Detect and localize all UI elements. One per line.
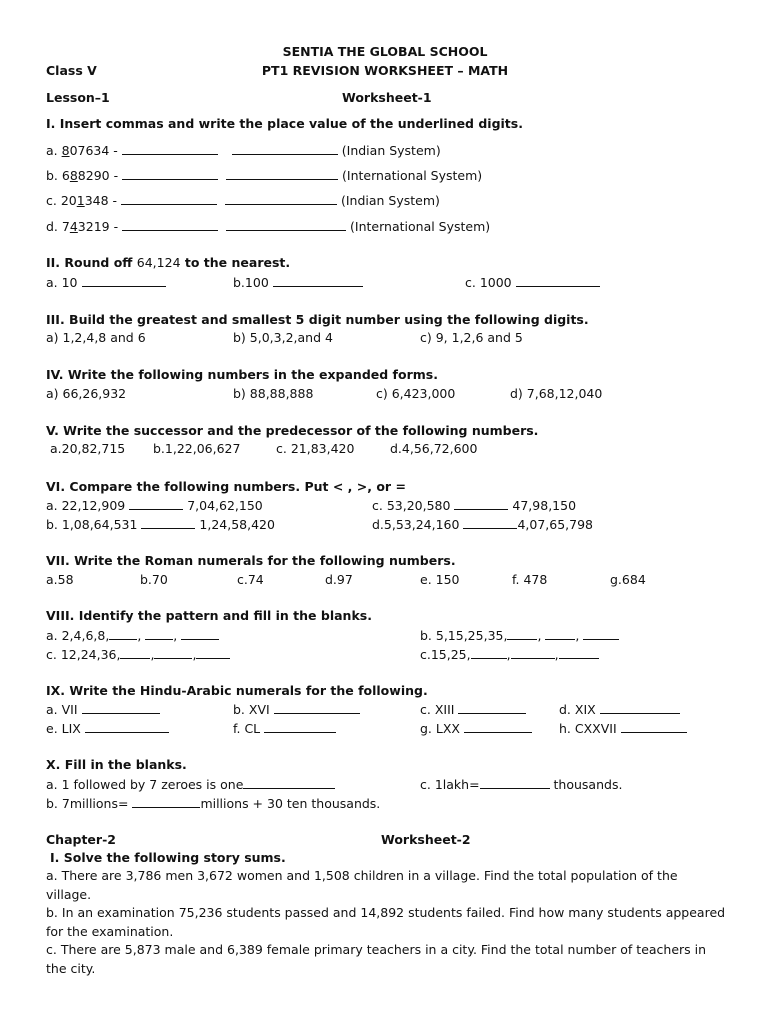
- story-sums-heading: I. Solve the following story sums.: [50, 850, 286, 865]
- q9-item-e: e. LIX: [46, 720, 169, 737]
- q8-item-c: c. 12,24,36, , ,: [46, 646, 230, 663]
- answer-blank[interactable]: [129, 497, 183, 510]
- q5-heading: V. Write the successor and the predecessor of the following numbers.: [46, 423, 539, 438]
- q4-item-c: c) 6,423,000: [376, 386, 456, 401]
- q8-heading: VIII. Identify the pattern and fill in the blanks.: [46, 608, 372, 623]
- q3-heading: III. Build the greatest and smallest 5 digit number using the following digits.: [46, 312, 589, 327]
- q2-heading: II. Round off 64,124 to the nearest.: [46, 255, 291, 270]
- answer-blank[interactable]: [273, 274, 363, 287]
- answer-blank[interactable]: [122, 218, 218, 231]
- q5-item-d: d.4,56,72,600: [390, 441, 478, 456]
- q1-item-a: a. 807634 - (Indian System): [46, 143, 441, 158]
- q4-item-b: b) 88,88,888: [233, 386, 314, 401]
- school-name: SENTIA THE GLOBAL SCHOOL: [282, 44, 488, 59]
- worksheet-number: Worksheet-1: [342, 90, 432, 105]
- q10-item-a: a. 1 followed by 7 zeroes is one: [46, 776, 335, 793]
- q10-heading: X. Fill in the blanks.: [46, 757, 187, 772]
- answer-blank[interactable]: [181, 627, 219, 640]
- answer-blank[interactable]: [85, 720, 169, 733]
- q9-heading: IX. Write the Hindu-Arabic numerals for the following.: [46, 683, 428, 698]
- q1-heading: I. Insert commas and write the place value of the underlined digits.: [46, 116, 523, 131]
- q9-item-d: d. XIX: [559, 701, 680, 718]
- answer-blank[interactable]: [196, 646, 230, 659]
- q8-item-a: a. 2,4,6,8, , ,: [46, 627, 219, 644]
- q9-item-b: b. XVI: [233, 701, 360, 718]
- q6-item-c: c. 53,20,580 47,98,150: [372, 498, 577, 513]
- q6-item-b: b. 1,08,64,531 1,24,58,420: [46, 517, 275, 532]
- answer-blank[interactable]: [507, 627, 537, 640]
- answer-blank[interactable]: [463, 516, 517, 529]
- q2-item-c: c. 1000: [465, 274, 600, 291]
- worksheet-2-label: Worksheet-2: [381, 832, 471, 847]
- answer-blank[interactable]: [264, 720, 336, 733]
- q6-item-d: d.5,53,24,160 4,07,65,798: [372, 517, 593, 532]
- answer-blank[interactable]: [471, 646, 507, 659]
- q4-item-a: a) 66,26,932: [46, 386, 127, 401]
- q8-item-d: c.15,25, , ,: [420, 646, 599, 663]
- answer-blank[interactable]: [226, 218, 346, 231]
- answer-blank[interactable]: [141, 516, 195, 529]
- q7-heading: VII. Write the Roman numerals for the following numbers.: [46, 553, 456, 568]
- q2-item-b: b.100: [233, 274, 363, 291]
- answer-blank[interactable]: [232, 142, 338, 155]
- q5-item-a: a.20,82,715: [50, 441, 126, 456]
- q2-item-a: a. 10: [46, 274, 166, 291]
- q7-item-d: d.97: [325, 572, 353, 587]
- answer-blank[interactable]: [516, 274, 600, 287]
- q3-item-b: b) 5,0,3,2,and 4: [233, 330, 333, 345]
- q9-item-c: c. XIII: [420, 701, 526, 718]
- q4-heading: IV. Write the following numbers in the expanded forms.: [46, 367, 438, 382]
- answer-blank[interactable]: [154, 646, 192, 659]
- q7-item-b: b.70: [140, 572, 168, 587]
- lesson-label: Lesson–1: [46, 90, 110, 105]
- q10-item-c: c. 1lakh= thousands.: [420, 777, 623, 792]
- answer-blank[interactable]: [82, 701, 160, 714]
- answer-blank[interactable]: [121, 192, 217, 205]
- answer-blank[interactable]: [122, 167, 218, 180]
- answer-blank[interactable]: [454, 497, 508, 510]
- answer-blank[interactable]: [120, 646, 150, 659]
- q7-item-a: a.58: [46, 572, 74, 587]
- q10-item-b: b. 7millions= millions + 30 ten thousands.: [46, 796, 381, 811]
- q1-item-d: d. 743219 - (International System): [46, 219, 491, 234]
- answer-blank[interactable]: [559, 646, 599, 659]
- q5-item-c: c. 21,83,420: [276, 441, 355, 456]
- q8-item-b: b. 5,15,25,35, , ,: [420, 627, 619, 644]
- answer-blank[interactable]: [600, 701, 680, 714]
- q7-item-g: g.684: [610, 572, 646, 587]
- q9-item-g: g. LXX: [420, 720, 532, 737]
- answer-blank[interactable]: [109, 627, 137, 640]
- chapter-label: Chapter-2: [46, 832, 116, 847]
- answer-blank[interactable]: [243, 776, 335, 789]
- q3-item-c: c) 9, 1,2,6 and 5: [420, 330, 523, 345]
- answer-blank[interactable]: [226, 167, 338, 180]
- answer-blank[interactable]: [511, 646, 555, 659]
- q9-item-f: f. CL: [233, 720, 336, 737]
- q7-item-e: e. 150: [420, 572, 460, 587]
- answer-blank[interactable]: [621, 720, 687, 733]
- q4-item-d: d) 7,68,12,040: [510, 386, 603, 401]
- answer-blank[interactable]: [545, 627, 575, 640]
- answer-blank[interactable]: [225, 192, 337, 205]
- q5-item-b: b.1,22,06,627: [153, 441, 241, 456]
- q1-item-b: b. 688290 - (International System): [46, 168, 483, 183]
- q6-heading: VI. Compare the following numbers. Put < , >, or =: [46, 479, 406, 494]
- q9-item-h: h. CXXVII: [559, 720, 687, 737]
- worksheet-title: PT1 REVISION WORKSHEET – MATH: [261, 63, 509, 78]
- q9-item-a: a. VII: [46, 701, 160, 718]
- q7-item-c: c.74: [237, 572, 264, 587]
- answer-blank[interactable]: [145, 627, 173, 640]
- q6-item-a: a. 22,12,909 7,04,62,150: [46, 498, 263, 513]
- class-label: Class V: [46, 63, 97, 78]
- q3-item-a: a) 1,2,4,8 and 6: [46, 330, 146, 345]
- q7-item-f: f. 478: [512, 572, 548, 587]
- answer-blank[interactable]: [274, 701, 360, 714]
- answer-blank[interactable]: [480, 776, 550, 789]
- answer-blank[interactable]: [464, 720, 532, 733]
- story-sum-a: a. There are 3,786 men 3,672 women and 1,508 children in a village. Find the total population of the village.: [46, 868, 678, 902]
- answer-blank[interactable]: [458, 701, 526, 714]
- answer-blank[interactable]: [583, 627, 619, 640]
- answer-blank[interactable]: [122, 142, 218, 155]
- story-sum-c: c. There are 5,873 male and 6,389 female primary teachers in a city. Find the total number of teachers in the city.: [46, 942, 707, 976]
- answer-blank[interactable]: [82, 274, 166, 287]
- answer-blank[interactable]: [132, 795, 200, 808]
- q1-item-c: c. 201348 - (Indian System): [46, 193, 440, 208]
- story-sum-b: b. In an examination 75,236 students passed and 14,892 students failed. Find how many students appeared for the examination.: [46, 905, 726, 939]
